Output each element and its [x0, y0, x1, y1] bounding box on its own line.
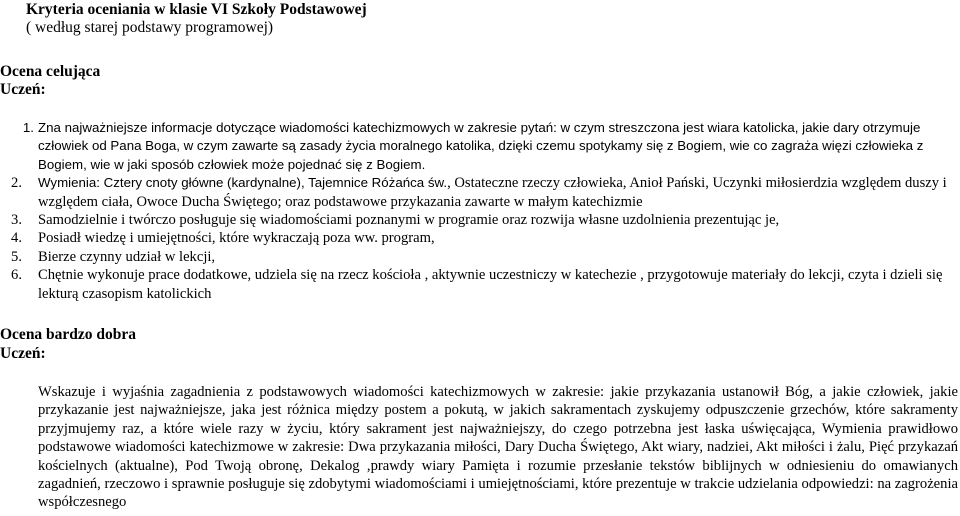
- list-item: [0, 211, 958, 229]
- grade-heading-bardzo-dobra: Ocena bardzo dobra: [0, 326, 137, 343]
- list-item: [0, 383, 958, 512]
- item-text: Bierze czynny udział w lekcji,: [38, 248, 216, 265]
- item-number: 5.: [11, 248, 22, 265]
- item-text: Wymienia: Cztery cnoty główne (kardynalne), Tajemnice Różańca św.: [38, 175, 448, 191]
- list-item: [0, 119, 958, 174]
- item-text: Chętnie wykonuje prace dodatkowe, udziela się na rzecz kościoła , aktywnie uczestniczy w katechezie , przygotowuje materiały do lekcji, czyta i dzieli się lekturą czasopism katolickich: [38, 267, 943, 302]
- item-number: 4.: [11, 230, 22, 247]
- item-text: Zna najważniejsze informacje dotyczące wiadomości katechizmowych w zakresie pytań: w czym streszczona jest wiara katolicka, jakie dary otrzymuje człowiek od Pana Boga, w czym zawarte są zasady życia moralnego katolika, dzięki czemu spotykamy się z Bogiem, wie co zagraża więzi człowieka z Bogiem, wie w jaki sposób człowiek może pojednać się z Bogiem.: [38, 120, 924, 172]
- item-number: [0, 383, 22, 401]
- list-item: [0, 174, 958, 211]
- item-number: 2.: [11, 175, 22, 192]
- criteria-list-celujaca: [0, 119, 958, 303]
- criteria-list-bardzo-dobra: [0, 383, 958, 512]
- grade-heading-celujaca: Ocena celująca: [0, 63, 101, 80]
- item-text: Wskazuje i wyjaśnia zagadnienia z podstawowych wiadomości katechizmowych w zakresie: jakie przykazania ustanowił Bóg, a jakie człowiek, jakie przykazanie jest najważniejsze, jaka jest różnica między postem a pokutą, w jakich sakramentach zyskujemy odpuszczenie grzechów, które sakramenty przyjmujemy raz, a które wiele razy w życiu, który sakrament jest najważniejszy, do czego potrzebna jest łaska uświęcająca, Wymienia prawidłowo podstawowe wiadomości katechizmowe w zakresie: Dwa przykazania miłości, Dary Ducha Świętego, Akt wiary, nadziei, Akt miłości i żalu, Pięć przykazań kościelnych (aktualne), Pod Twoją obronę, Dekalog ,prawdy wiary Pamięta i rozumie przesłanie tekstów biblijnych w odniesieniu do omawianych zagadnień, rzeczowo i sprawnie posługuje się zdobytymi wiadomościami i umiejętnościami, które prezentuje w trakcie udzielania odpowiedzi: na zagrożenia współczesnego: [38, 384, 958, 511]
- student-label-bardzo-dobra: Uczeń:: [0, 345, 46, 362]
- item-number: 6.: [11, 267, 22, 284]
- item-number: 1.: [22, 120, 34, 135]
- document-subtitle: ( według starej podstawy programowej): [26, 19, 274, 36]
- item-number: 3.: [11, 212, 22, 229]
- document-title: Kryteria oceniania w klasie VI Szkoły Podstawowej: [26, 1, 367, 18]
- list-item: [0, 266, 958, 303]
- list-item: [0, 229, 958, 247]
- student-label-celujaca: Uczeń:: [0, 81, 46, 98]
- item-text-continued: , Ostateczne rzeczy człowieka, Anioł Pański, Uczynki miłosierdzia względem duszy i względem ciała, Owoce Ducha Świętego; oraz podstawowe przykazania zawarte w małym katechizmie: [38, 175, 947, 210]
- item-text: Samodzielnie i twórczo posługuje się wiadomościami poznanymi w programie oraz rozwija własne uzdolnienia prezentując je,: [38, 212, 780, 229]
- item-text: Posiadł wiedzę i umiejętności, które wykraczają poza ww. program,: [38, 230, 435, 247]
- list-item: [0, 248, 958, 266]
